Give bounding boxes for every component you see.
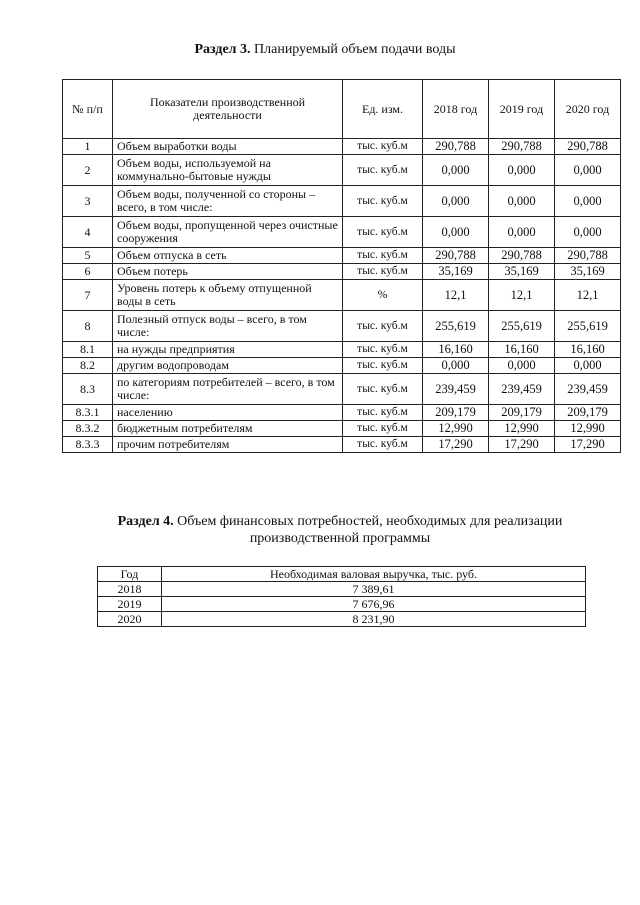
table-row [98,597,586,612]
row-unit: тыс. куб.м [343,186,423,217]
table-row [63,421,621,437]
row-unit: тыс. куб.м [343,421,423,437]
row-value-2019: 0,000 [489,155,555,186]
fin-row-revenue: 7 676,96 [162,597,586,612]
row-number: 8.3.1 [63,405,113,421]
row-indicator: прочим потребителям [113,437,343,453]
row-value-2019: 209,179 [489,405,555,421]
row-value-2020: 0,000 [555,217,621,248]
row-unit: % [343,280,423,311]
table-row [63,437,621,453]
row-value-2020: 17,290 [555,437,621,453]
row-value-2020: 0,000 [555,186,621,217]
row-value-2018: 35,169 [423,264,489,280]
row-indicator: на нужды предприятия [113,342,343,358]
row-value-2018: 16,160 [423,342,489,358]
row-value-2019: 12,1 [489,280,555,311]
row-value-2018: 209,179 [423,405,489,421]
row-value-2019: 12,990 [489,421,555,437]
row-value-2020: 255,619 [555,311,621,342]
table-row [63,342,621,358]
table-row [98,612,586,627]
row-value-2019: 0,000 [489,358,555,374]
section4-title-text: Объем финансовых потребностей, необходимых для реализации производственной программы [177,514,563,546]
table-row [98,582,586,597]
section4-title [70,513,610,547]
row-value-2020: 0,000 [555,358,621,374]
fin-row-revenue: 7 389,61 [162,582,586,597]
row-value-2020: 239,459 [555,374,621,405]
table-row [63,280,621,311]
row-unit: тыс. куб.м [343,358,423,374]
row-value-2020: 0,000 [555,155,621,186]
row-value-2018: 0,000 [423,186,489,217]
row-unit: тыс. куб.м [343,342,423,358]
section4-label: Раздел 4. [117,514,174,529]
section3-title [60,41,590,58]
row-indicator: Уровень потерь к объему отпущенной воды в сеть [113,280,343,311]
row-value-2019: 290,788 [489,248,555,264]
row-value-2019: 290,788 [489,139,555,155]
row-unit: тыс. куб.м [343,139,423,155]
fin-header-row [98,567,586,582]
row-value-2020: 12,1 [555,280,621,311]
table-row [63,139,621,155]
row-indicator: Объем потерь [113,264,343,280]
row-unit: тыс. куб.м [343,405,423,421]
row-value-2018: 17,290 [423,437,489,453]
row-value-2019: 0,000 [489,186,555,217]
row-indicator: населению [113,405,343,421]
row-value-2018: 0,000 [423,217,489,248]
row-number: 8.3.2 [63,421,113,437]
row-unit: тыс. куб.м [343,264,423,280]
row-unit: тыс. куб.м [343,217,423,248]
row-number: 3 [63,186,113,217]
row-number: 2 [63,155,113,186]
table-row [63,186,621,217]
row-unit: тыс. куб.м [343,311,423,342]
row-number: 1 [63,139,113,155]
fin-row-year: 2020 [98,612,162,627]
row-unit: тыс. куб.м [343,374,423,405]
row-indicator: Объем отпуска в сеть [113,248,343,264]
row-indicator: бюджетным потребителям [113,421,343,437]
row-indicator: Объем воды, используемой на коммунально-бытовые нужды [113,155,343,186]
row-value-2019: 17,290 [489,437,555,453]
row-value-2018: 255,619 [423,311,489,342]
row-number: 5 [63,248,113,264]
table-row [63,264,621,280]
row-unit: тыс. куб.м [343,437,423,453]
row-value-2020: 16,160 [555,342,621,358]
header-2019: 2019 год [489,80,555,139]
table-row [63,155,621,186]
row-value-2018: 290,788 [423,248,489,264]
header-num: № п/п [63,80,113,139]
row-unit: тыс. куб.м [343,248,423,264]
table-row [63,358,621,374]
row-value-2018: 0,000 [423,358,489,374]
row-value-2020: 35,169 [555,264,621,280]
row-number: 6 [63,264,113,280]
row-number: 4 [63,217,113,248]
fin-row-year: 2018 [98,582,162,597]
fin-row-year: 2019 [98,597,162,612]
header-2020: 2020 год [555,80,621,139]
fin-header-year: Год [98,567,162,582]
row-value-2018: 0,000 [423,155,489,186]
row-value-2019: 35,169 [489,264,555,280]
row-number: 7 [63,280,113,311]
row-number: 8 [63,311,113,342]
table-row [63,374,621,405]
table-row [63,248,621,264]
row-indicator: Объем выработки воды [113,139,343,155]
row-number: 8.3.3 [63,437,113,453]
row-value-2020: 290,788 [555,139,621,155]
header-unit: Ед. изм. [343,80,423,139]
row-unit: тыс. куб.м [343,155,423,186]
row-number: 8.3 [63,374,113,405]
section3-title-text: Планируемый объем подачи воды [254,42,456,57]
fin-header-revenue: Необходимая валовая выручка, тыс. руб. [162,567,586,582]
row-number: 8.1 [63,342,113,358]
row-value-2018: 12,1 [423,280,489,311]
header-indicator: Показатели производственной деятельности [113,80,343,139]
row-indicator: по категориям потребителей – всего, в том числе: [113,374,343,405]
row-indicator: Полезный отпуск воды – всего, в том числе: [113,311,343,342]
fin-row-revenue: 8 231,90 [162,612,586,627]
table-row [63,217,621,248]
table-row [63,311,621,342]
table-row [63,405,621,421]
section3-label: Раздел 3. [194,42,251,57]
row-value-2019: 16,160 [489,342,555,358]
row-value-2019: 239,459 [489,374,555,405]
table-header-row [63,80,621,139]
row-value-2019: 255,619 [489,311,555,342]
row-indicator: Объем воды, пропущенной через очистные сооружения [113,217,343,248]
row-value-2020: 209,179 [555,405,621,421]
row-value-2018: 239,459 [423,374,489,405]
row-indicator: другим водопроводам [113,358,343,374]
header-2018: 2018 год [423,80,489,139]
row-value-2018: 290,788 [423,139,489,155]
water-supply-table [62,79,621,453]
row-indicator: Объем воды, полученной со стороны – всего, в том числе: [113,186,343,217]
row-value-2018: 12,990 [423,421,489,437]
row-value-2020: 12,990 [555,421,621,437]
row-number: 8.2 [63,358,113,374]
row-value-2020: 290,788 [555,248,621,264]
row-value-2019: 0,000 [489,217,555,248]
financial-needs-table [97,566,586,627]
